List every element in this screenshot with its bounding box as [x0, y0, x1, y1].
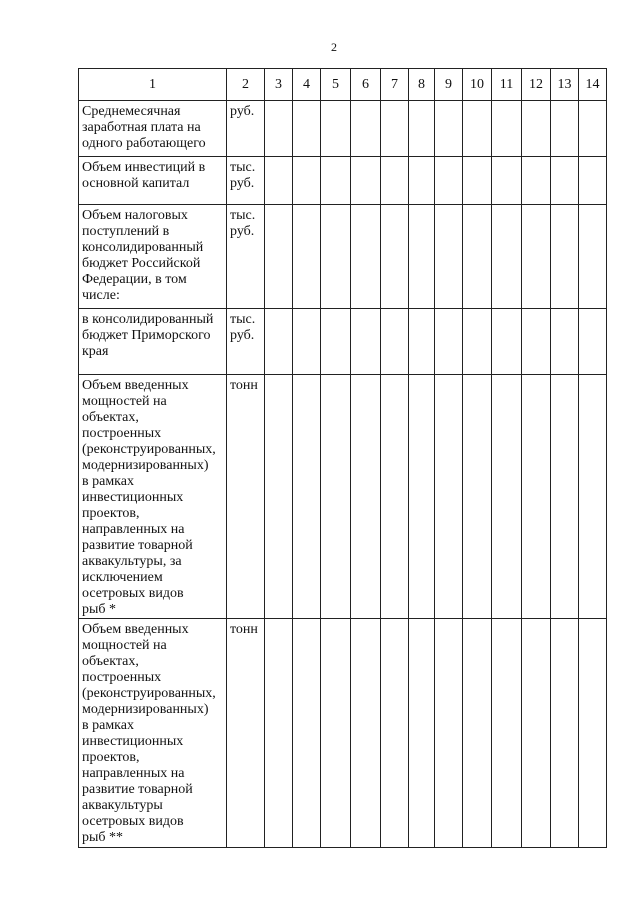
value-cell-col-4 — [293, 375, 321, 619]
value-cell-col-4 — [293, 101, 321, 157]
header-cell-6: 6 — [351, 69, 381, 101]
table-row — [79, 101, 607, 157]
page-number: 2 — [331, 40, 337, 54]
value-cell-col-11 — [492, 157, 522, 205]
table-row — [79, 205, 607, 309]
table-row — [79, 619, 607, 848]
table-row — [79, 375, 607, 619]
value-cell-col-3 — [265, 205, 293, 309]
value-cell-col-9 — [435, 375, 463, 619]
value-cell-col-12 — [522, 309, 551, 375]
value-cell-col-9 — [435, 101, 463, 157]
table-row — [79, 157, 607, 205]
value-cell-col-11 — [492, 375, 522, 619]
table-header-row — [79, 69, 607, 101]
value-cell-col-6 — [351, 619, 381, 848]
header-cell-8: 8 — [409, 69, 435, 101]
value-cell-col-10 — [463, 101, 492, 157]
unit-cell: тыс. руб. — [227, 309, 265, 375]
value-cell-col-4 — [293, 309, 321, 375]
value-cell-col-5 — [321, 205, 351, 309]
value-cell-col-7 — [381, 619, 409, 848]
value-cell-col-5 — [321, 619, 351, 848]
indicator-table — [78, 68, 607, 848]
value-cell-col-13 — [551, 619, 579, 848]
value-cell-col-8 — [409, 205, 435, 309]
header-cell-11: 11 — [492, 69, 522, 101]
value-cell-col-12 — [522, 157, 551, 205]
value-cell-col-6 — [351, 375, 381, 619]
value-cell-col-8 — [409, 157, 435, 205]
value-cell-col-12 — [522, 101, 551, 157]
indicator-name: Объем налоговых поступлений в консолидированный бюджет Российской Федерации, в том числе: — [79, 205, 227, 309]
value-cell-col-7 — [381, 205, 409, 309]
value-cell-col-8 — [409, 375, 435, 619]
value-cell-col-13 — [551, 375, 579, 619]
indicator-name: Объем введенных мощностей на объектах, построенных (реконструированных, модернизированных) в рамках инвестиционных проектов, направленных на развитие товарной аквакультуры, за исключением осетровых видов рыб * — [79, 375, 227, 619]
header-cell-1: 1 — [79, 69, 227, 101]
value-cell-col-14 — [579, 157, 607, 205]
value-cell-col-14 — [579, 375, 607, 619]
header-cell-14: 14 — [579, 69, 607, 101]
unit-cell: тонн — [227, 619, 265, 848]
value-cell-col-6 — [351, 205, 381, 309]
header-cell-10: 10 — [463, 69, 492, 101]
value-cell-col-3 — [265, 157, 293, 205]
value-cell-col-13 — [551, 101, 579, 157]
value-cell-col-7 — [381, 309, 409, 375]
value-cell-col-10 — [463, 309, 492, 375]
value-cell-col-4 — [293, 205, 321, 309]
value-cell-col-13 — [551, 309, 579, 375]
header-cell-12: 12 — [522, 69, 551, 101]
value-cell-col-6 — [351, 157, 381, 205]
value-cell-col-12 — [522, 205, 551, 309]
value-cell-col-3 — [265, 309, 293, 375]
value-cell-col-8 — [409, 619, 435, 848]
value-cell-col-12 — [522, 619, 551, 848]
value-cell-col-14 — [579, 205, 607, 309]
value-cell-col-10 — [463, 157, 492, 205]
value-cell-col-10 — [463, 205, 492, 309]
value-cell-col-5 — [321, 375, 351, 619]
indicator-name: в консолидированный бюджет Приморского края — [79, 309, 227, 375]
value-cell-col-5 — [321, 309, 351, 375]
value-cell-col-4 — [293, 157, 321, 205]
header-cell-13: 13 — [551, 69, 579, 101]
value-cell-col-11 — [492, 309, 522, 375]
unit-cell: тонн — [227, 375, 265, 619]
value-cell-col-8 — [409, 101, 435, 157]
value-cell-col-10 — [463, 375, 492, 619]
value-cell-col-3 — [265, 619, 293, 848]
value-cell-col-9 — [435, 157, 463, 205]
unit-cell: тыс. руб. — [227, 157, 265, 205]
table-body — [79, 69, 607, 848]
value-cell-col-5 — [321, 157, 351, 205]
header-cell-3: 3 — [265, 69, 293, 101]
indicator-name: Среднемесячная заработная плата на одного работающего — [79, 101, 227, 157]
value-cell-col-13 — [551, 205, 579, 309]
header-cell-4: 4 — [293, 69, 321, 101]
header-cell-9: 9 — [435, 69, 463, 101]
indicator-name: Объем инвестиций в основной капитал — [79, 157, 227, 205]
value-cell-col-11 — [492, 205, 522, 309]
value-cell-col-9 — [435, 619, 463, 848]
unit-cell: руб. — [227, 101, 265, 157]
value-cell-col-4 — [293, 619, 321, 848]
unit-cell: тыс. руб. — [227, 205, 265, 309]
value-cell-col-3 — [265, 101, 293, 157]
header-cell-2: 2 — [227, 69, 265, 101]
value-cell-col-6 — [351, 309, 381, 375]
value-cell-col-9 — [435, 309, 463, 375]
value-cell-col-7 — [381, 101, 409, 157]
value-cell-col-5 — [321, 101, 351, 157]
value-cell-col-7 — [381, 375, 409, 619]
indicator-name: Объем введенных мощностей на объектах, построенных (реконструированных, модернизированных) в рамках инвестиционных проектов, направленных на развитие товарной аквакультуры осетровых видов рыб ** — [79, 619, 227, 848]
value-cell-col-7 — [381, 157, 409, 205]
value-cell-col-9 — [435, 205, 463, 309]
value-cell-col-12 — [522, 375, 551, 619]
value-cell-col-11 — [492, 619, 522, 848]
value-cell-col-14 — [579, 101, 607, 157]
value-cell-col-3 — [265, 375, 293, 619]
header-cell-7: 7 — [381, 69, 409, 101]
header-cell-5: 5 — [321, 69, 351, 101]
table-row — [79, 309, 607, 375]
value-cell-col-10 — [463, 619, 492, 848]
value-cell-col-11 — [492, 101, 522, 157]
value-cell-col-13 — [551, 157, 579, 205]
value-cell-col-14 — [579, 309, 607, 375]
value-cell-col-8 — [409, 309, 435, 375]
value-cell-col-6 — [351, 101, 381, 157]
value-cell-col-14 — [579, 619, 607, 848]
